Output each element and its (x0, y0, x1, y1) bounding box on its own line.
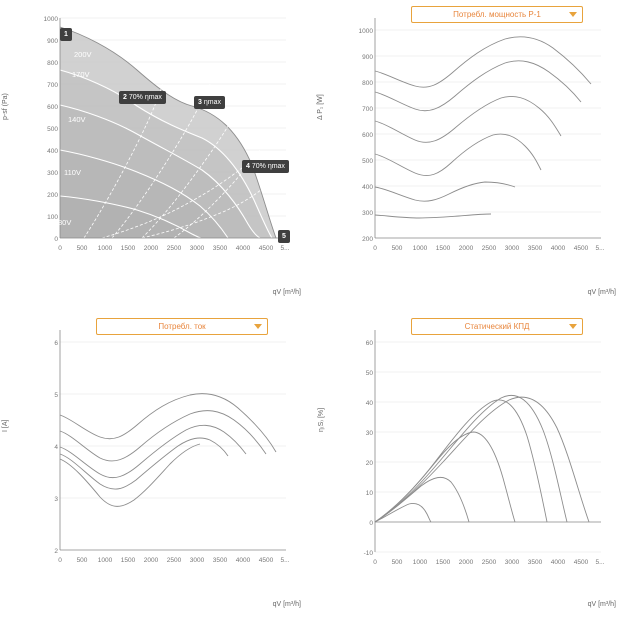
marker-2[interactable] (119, 91, 166, 104)
svg-text:2000: 2000 (458, 245, 474, 252)
svg-text:2500: 2500 (481, 559, 497, 566)
p1-y-axis-label: p-sf (Pa) (2, 93, 9, 120)
svg-text:500: 500 (362, 158, 373, 165)
svg-text:1000: 1000 (97, 245, 113, 252)
voltage-label-110v: 110V (64, 168, 81, 177)
dropdown-power-label: Потребл. мощность P-1 (453, 10, 541, 19)
marker-3-num: 3 (198, 99, 202, 106)
svg-text:4: 4 (54, 444, 58, 451)
svg-text:3: 3 (54, 496, 58, 503)
p4-x-axis-label: qV [m³/h] (587, 601, 616, 608)
panel-pressure-curve (0, 0, 315, 300)
svg-text:200: 200 (47, 192, 58, 199)
dropdown-efficiency-label: Статический КПД (464, 322, 530, 331)
p1-plot-area (42, 10, 290, 260)
marker-1-num: 1 (64, 31, 68, 38)
svg-text:900: 900 (47, 38, 58, 45)
p3-plot-area (42, 322, 290, 572)
svg-text:-10: -10 (363, 550, 373, 557)
svg-text:900: 900 (362, 54, 373, 61)
svg-text:1000: 1000 (43, 16, 58, 23)
svg-text:3500: 3500 (212, 245, 228, 252)
voltage-label-200v: 200V (74, 50, 92, 59)
svg-text:500: 500 (47, 126, 58, 133)
svg-text:3500: 3500 (212, 557, 228, 564)
svg-text:800: 800 (47, 60, 58, 67)
svg-text:100: 100 (47, 214, 58, 221)
p3-x-axis-label: qV [m³/h] (272, 601, 301, 608)
svg-text:40: 40 (365, 400, 373, 407)
svg-text:50: 50 (365, 370, 373, 377)
svg-text:5: 5 (54, 392, 58, 399)
svg-text:3000: 3000 (189, 245, 205, 252)
panel-static-efficiency (315, 312, 630, 612)
svg-text:500: 500 (76, 557, 88, 564)
voltage-label-140v: 140V (68, 115, 86, 124)
marker-2-num: 2 (123, 94, 127, 101)
svg-text:5...: 5... (595, 559, 605, 566)
svg-text:300: 300 (47, 170, 58, 177)
svg-text:2500: 2500 (166, 557, 182, 564)
marker-4-label: 70% ηmax (251, 163, 285, 170)
svg-text:1500: 1500 (435, 559, 451, 566)
svg-text:5...: 5... (280, 245, 290, 252)
p4-y-axis-label: η₍Ѕ₎ [%] (318, 407, 325, 432)
svg-text:2000: 2000 (143, 557, 159, 564)
svg-text:60: 60 (365, 340, 373, 347)
dropdown-current-label: Потребл. ток (158, 322, 206, 331)
svg-text:4500: 4500 (258, 245, 274, 252)
svg-text:400: 400 (362, 184, 373, 191)
p2-plot-area (357, 10, 605, 260)
svg-text:1000: 1000 (412, 559, 428, 566)
svg-text:700: 700 (47, 82, 58, 89)
svg-text:10: 10 (365, 490, 373, 497)
svg-text:0: 0 (54, 236, 58, 243)
svg-text:4500: 4500 (573, 245, 589, 252)
svg-text:200: 200 (362, 236, 373, 243)
svg-text:2500: 2500 (166, 245, 182, 252)
svg-text:700: 700 (362, 106, 373, 113)
p2-y-axis-label: Δ P₁ [W] (317, 94, 324, 120)
marker-1[interactable] (60, 28, 72, 41)
svg-text:4000: 4000 (550, 559, 566, 566)
svg-text:1500: 1500 (120, 557, 136, 564)
svg-text:800: 800 (362, 80, 373, 87)
svg-text:5...: 5... (595, 245, 605, 252)
svg-text:30: 30 (365, 430, 373, 437)
svg-text:0: 0 (58, 557, 62, 564)
voltage-label-170v: 170V (72, 70, 90, 79)
p2-x-axis-label: qV [m³/h] (587, 289, 616, 296)
svg-text:2500: 2500 (481, 245, 497, 252)
svg-text:2: 2 (54, 548, 58, 555)
svg-text:600: 600 (47, 104, 58, 111)
svg-text:3500: 3500 (527, 245, 543, 252)
svg-text:500: 500 (76, 245, 88, 252)
svg-text:500: 500 (391, 559, 403, 566)
svg-text:4500: 4500 (258, 557, 274, 564)
svg-text:6: 6 (54, 340, 58, 347)
marker-5[interactable] (278, 230, 290, 243)
marker-2-label: 70% ηmax (128, 94, 162, 101)
svg-text:4000: 4000 (235, 557, 251, 564)
svg-text:1500: 1500 (435, 245, 451, 252)
svg-text:5...: 5... (280, 557, 290, 564)
svg-text:4500: 4500 (573, 559, 589, 566)
marker-4-num: 4 (246, 163, 250, 170)
marker-4[interactable] (242, 160, 289, 173)
svg-text:600: 600 (362, 132, 373, 139)
panel-current (0, 312, 315, 612)
svg-text:3000: 3000 (504, 559, 520, 566)
svg-text:2000: 2000 (458, 559, 474, 566)
svg-text:300: 300 (362, 210, 373, 217)
svg-text:1000: 1000 (412, 245, 428, 252)
svg-text:2000: 2000 (143, 245, 159, 252)
svg-text:1000: 1000 (358, 28, 373, 35)
p3-y-axis-label: I [A] (2, 419, 9, 432)
svg-text:400: 400 (47, 148, 58, 155)
svg-text:1000: 1000 (97, 557, 113, 564)
svg-text:3000: 3000 (189, 557, 205, 564)
marker-3-label: ηmax (203, 99, 221, 106)
svg-text:3500: 3500 (527, 559, 543, 566)
p1-x-axis-label: qV [m³/h] (272, 289, 301, 296)
voltage-label-80v: 80V (58, 218, 72, 227)
p4-plot-area (357, 322, 605, 572)
svg-text:0: 0 (369, 520, 373, 527)
svg-text:20: 20 (365, 460, 373, 467)
svg-text:500: 500 (391, 245, 403, 252)
svg-text:4000: 4000 (235, 245, 251, 252)
marker-5-num: 5 (282, 233, 286, 240)
panel-power-consumption (315, 0, 630, 300)
svg-text:4000: 4000 (550, 245, 566, 252)
svg-text:0: 0 (373, 245, 377, 252)
svg-text:0: 0 (373, 559, 377, 566)
svg-text:1500: 1500 (120, 245, 136, 252)
svg-text:0: 0 (58, 245, 62, 252)
svg-text:3000: 3000 (504, 245, 520, 252)
marker-3[interactable] (194, 96, 225, 109)
